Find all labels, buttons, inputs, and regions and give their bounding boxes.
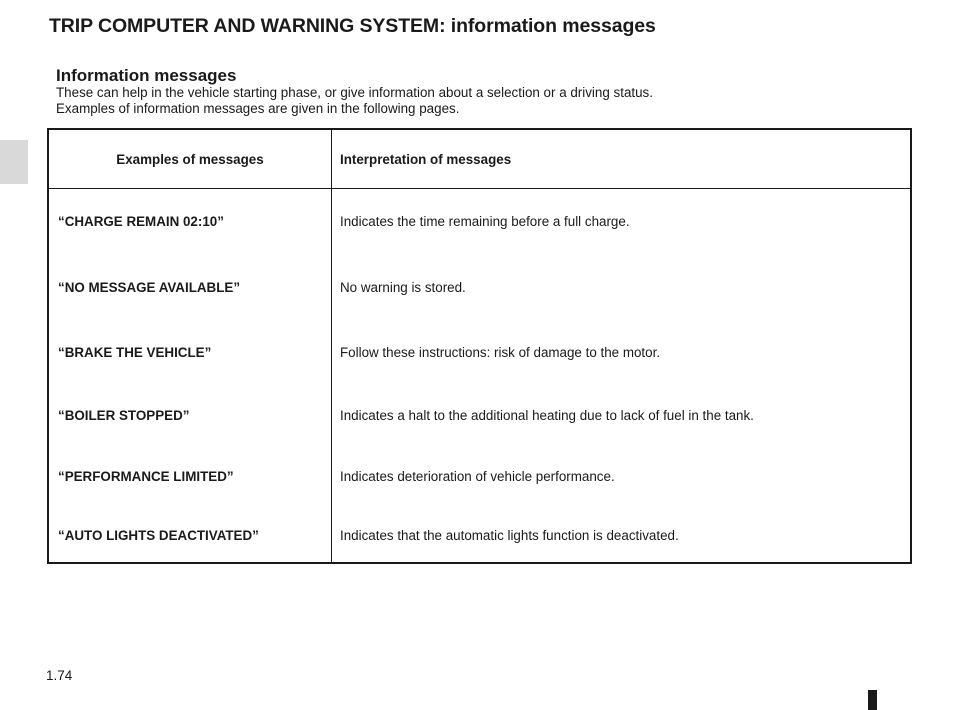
column-header-interpretation: Interpretation of messages [340, 152, 512, 167]
messages-table [47, 128, 912, 564]
page-title: TRIP COMPUTER AND WARNING SYSTEM: information messages [49, 15, 656, 37]
table-row [49, 280, 910, 298]
table-row [49, 214, 910, 232]
message-example: “CHARGE REMAIN 02:10” [58, 214, 224, 229]
section-tab-marker [0, 140, 28, 184]
intro-heading: Information messages [56, 66, 237, 85]
corner-mark [868, 690, 877, 710]
message-interpretation: No warning is stored. [340, 280, 466, 295]
message-interpretation: Indicates a halt to the additional heating due to lack of fuel in the tank. [340, 408, 754, 423]
intro-line-2: Examples of information messages are given in the following pages. [56, 100, 460, 116]
table-row [49, 469, 910, 487]
message-example: “BOILER STOPPED” [58, 408, 190, 423]
table-row [49, 408, 910, 426]
message-interpretation: Indicates the time remaining before a full charge. [340, 214, 630, 229]
message-interpretation: Indicates deterioration of vehicle performance. [340, 469, 615, 484]
table-row [49, 345, 910, 363]
intro-line-1: These can help in the vehicle starting phase, or give information about a selection or a driving status. [56, 85, 653, 100]
message-interpretation: Follow these instructions: risk of damage to the motor. [340, 345, 661, 360]
message-example: “AUTO LIGHTS DEACTIVATED” [58, 528, 259, 543]
message-interpretation: Indicates that the automatic lights function is deactivated. [340, 528, 679, 543]
message-example: “BRAKE THE VEHICLE” [58, 345, 212, 360]
table-row [49, 528, 910, 546]
page-number: 1.74 [46, 668, 73, 683]
column-header-examples: Examples of messages [116, 152, 264, 167]
header-divider [49, 188, 910, 189]
message-example: “NO MESSAGE AVAILABLE” [58, 280, 241, 295]
intro-section [56, 66, 916, 116]
message-example: “PERFORMANCE LIMITED” [58, 469, 234, 484]
